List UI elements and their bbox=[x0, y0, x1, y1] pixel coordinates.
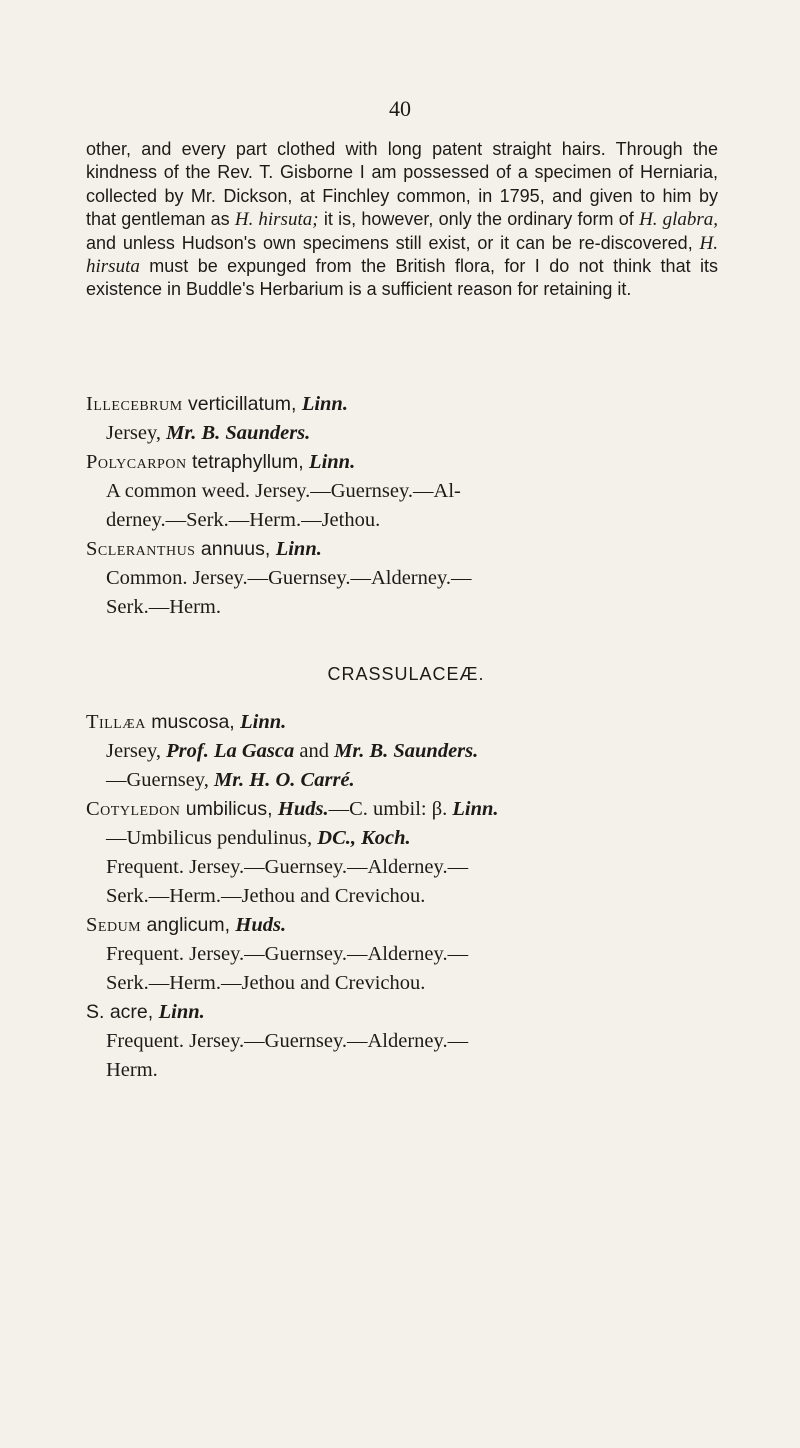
locality-text: and bbox=[294, 740, 335, 762]
genus-name: Tillæa bbox=[86, 711, 146, 733]
locality-text: Jersey, bbox=[106, 422, 167, 444]
collector: Prof. La Gasca bbox=[166, 740, 295, 762]
entry-sedum-acre bbox=[86, 998, 726, 1027]
locality-line: Serk.—Herm.—Jethou and Crevichou. bbox=[106, 885, 426, 907]
locality-line: Serk.—Herm.—Jethou and Crevichou. bbox=[106, 972, 426, 994]
genus-name: Illecebrum bbox=[86, 393, 183, 415]
intro-text-1: other, and every part clothed with long patent straight hairs. Through the kindness of the Rev. T. Gisborne I am possessed of a specimen of Herniaria, collected by Mr. Dickson, at Finchley common, in 1795, and given to him by that gentleman as bbox=[86, 139, 718, 230]
genus-name: Polycarpon bbox=[86, 451, 187, 473]
synonym-line bbox=[86, 824, 726, 853]
genus-name: Scleranthus bbox=[86, 538, 196, 560]
species-list bbox=[86, 390, 726, 1085]
authority: Linn. bbox=[309, 451, 356, 473]
authority: Linn. bbox=[240, 711, 287, 733]
locality-line: Serk.—Herm. bbox=[106, 596, 222, 618]
locality-line: Frequent. Jersey.—Guernsey.—Alderney.— bbox=[106, 943, 469, 965]
intro-italic-1: H. hirsuta; bbox=[234, 209, 319, 231]
genus-name: Sedum bbox=[86, 914, 142, 936]
entry-sedum-anglicum bbox=[86, 911, 726, 940]
locality-line bbox=[86, 737, 726, 766]
intro-italic-2: H. glabra, bbox=[639, 209, 718, 231]
collector: Mr. H. O. Carré. bbox=[213, 769, 355, 791]
locality-line: A common weed. Jersey.—Guernsey.—Al- bbox=[106, 480, 461, 502]
genus-name: Cotyledon bbox=[86, 798, 181, 820]
species-epithet: umbilicus, bbox=[180, 798, 278, 820]
authority: Huds. bbox=[235, 914, 287, 936]
species-epithet: annuus, bbox=[195, 538, 276, 560]
collector: Mr. B. Saunders. bbox=[334, 740, 479, 762]
locality-line bbox=[86, 766, 726, 795]
entry-illecebrum bbox=[86, 390, 726, 419]
page-number: 40 bbox=[389, 96, 411, 121]
authority: Linn. bbox=[275, 538, 322, 560]
species-epithet: anglicum, bbox=[141, 914, 236, 936]
entry-scleranthus bbox=[86, 535, 726, 564]
locality-line: derney.—Serk.—Herm.—Jethou. bbox=[106, 509, 381, 531]
locality-line: Frequent. Jersey.—Guernsey.—Alderney.— bbox=[106, 856, 469, 878]
locality-line bbox=[86, 419, 726, 448]
entry-cotyledon bbox=[86, 795, 726, 824]
family-heading: CRASSULACEÆ. bbox=[327, 664, 485, 684]
locality-line: Frequent. Jersey.—Guernsey.—Alderney.— bbox=[106, 1030, 469, 1052]
locality-text: Jersey, bbox=[106, 740, 167, 762]
authority: DC., Koch. bbox=[317, 827, 411, 849]
species-epithet: tetraphyllum, bbox=[186, 451, 310, 473]
authority: Huds. bbox=[277, 798, 329, 820]
authority: Linn. bbox=[301, 393, 348, 415]
entry-tillaea bbox=[86, 708, 726, 737]
synonym-text: —Umbilicus pendulinus, bbox=[106, 827, 318, 849]
intro-paragraph bbox=[86, 138, 718, 302]
authority: Linn. bbox=[158, 1001, 205, 1023]
intro-italic-3: H. hirsuta bbox=[86, 232, 718, 278]
intro-text-3: and unless Hudson's own specimens still exist, or it can be re-discovered, bbox=[86, 232, 700, 253]
synonym-text: —C. umbil: β. bbox=[328, 798, 453, 820]
species-epithet: muscosa, bbox=[145, 711, 241, 733]
species-epithet: verticillatum, bbox=[182, 393, 302, 415]
entry-polycarpon bbox=[86, 448, 726, 477]
locality-line: Common. Jersey.—Guernsey.—Alderney.— bbox=[106, 567, 472, 589]
species-epithet: S. acre, bbox=[86, 1001, 159, 1023]
intro-text-4: must be expunged from the British flora, for I do not think that its existence in Buddle's Herbarium is a sufficient reason for retaining it. bbox=[86, 256, 718, 300]
authority: Linn. bbox=[452, 798, 499, 820]
intro-text-2: it is, however, only the ordinary form of bbox=[318, 209, 640, 230]
locality-text: —Guernsey, bbox=[106, 769, 214, 791]
collector: Mr. B. Saunders. bbox=[166, 422, 311, 444]
locality-line: Herm. bbox=[106, 1059, 158, 1081]
